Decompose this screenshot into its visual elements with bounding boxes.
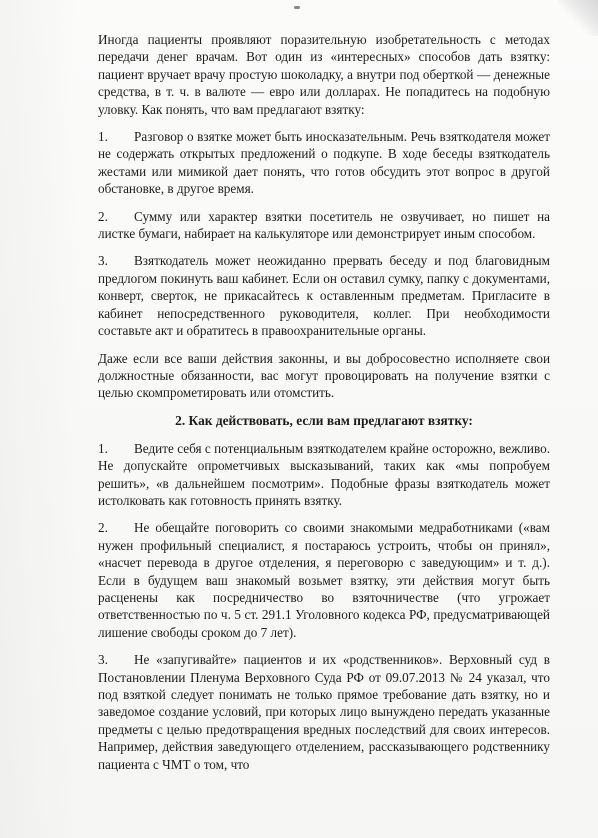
intro-paragraph: Иногда пациенты проявляют поразительную изобретательность с методах передачи денег врачам. Вот один из «интересных» способов дать взятку: пациент вручает врачу простую шоколадку, а внутри под оберткой — денежные средства, в т. ч. в валюте — евро или долларах. Не попадитесь на подобную уловку. Как понять, что вам предлагают взятку: <box>98 32 550 117</box>
list-text: Сумму или характер взятки посетитель не озвучивает, но пишет на листке бумаги, набирает на калькуляторе или демонстрирует иным способом. <box>98 208 550 242</box>
list-item <box>98 128 550 198</box>
list-number: 3. <box>98 652 108 668</box>
section-heading: 2. Как действовать, если вам предлагают взятку: <box>175 412 473 428</box>
list-item <box>98 651 550 773</box>
list-number: 1. <box>98 129 108 145</box>
scan-mark <box>294 6 300 9</box>
list-text: Взяткодатель может неожиданно прервать беседу и под благовидным предлогом покинуть ваш кабинет. Если он оставил сумку, папку с документами, конверт, сверток, не прикасайтесь к оставленным предметам. Пригласите в кабинет непосредственного руководителя, коллег. При необходимости составьте акт и обратитесь в правоохранительные органы. <box>98 253 550 339</box>
middle-paragraph: Даже если все ваши действия законны, и вы добросовестно исполняете свои должностные обязанности, вас могут провоцировать на получение взятки с целью скомпрометировать или отомстить. <box>98 350 550 401</box>
list-text: Не обещайте поговорить со своими знакомыми медработниками («вам нужен профильный специалист, я постараюсь устроить, чтобы он принял», «насчет перевода в другое отделения, я переговорю с заведующим» и т. д.). Если в будущем ваш знакомый возьмет взятку, эти действия могут быть расценены как посредничество во взяточничестве (что угрожает ответственностью по ч. 5 ст. 291.1 Уголовного кодекса РФ, предусматривающей лишение свободы сроком до 7 лет). <box>98 520 550 640</box>
list-text: Не «запугивайте» пациентов и их «родственников». Верховный суд в Постановлении Пленума Верховного Суда РФ от 09.07.2013 № 24 указал, что под взяткой следует понимать не только прямое требование дать взятку, но и заведомое создание условий, при которых лицо вынуждено передать указанные предметы с целью предотвращения вредных последствий для своих интересов. Например, действия заведующего отделением, рассказывающего родственнику пациента с ЧМТ о том, что <box>98 652 550 772</box>
list-item <box>98 208 550 243</box>
scan-shadow <box>0 0 80 838</box>
list-item <box>98 440 550 510</box>
list-number: 1. <box>98 440 108 456</box>
list-item <box>98 252 550 339</box>
document-body <box>98 31 550 773</box>
list-number: 2. <box>98 520 108 536</box>
list-number: 3. <box>98 253 108 269</box>
list-item <box>98 519 550 641</box>
list-number: 2. <box>98 208 108 224</box>
list-text: Ведите себя с потенциальным взяткодателем крайне осторожно, вежливо. Не допускайте опрометчивых высказываний, таких как «мы попробуем решить», «в дальнейшем посмотрим». Подобные фразы взяткодатель может истолковать как готовность принять взятку. <box>98 440 550 508</box>
list-text: Разговор о взятке может быть иносказательным. Речь взяткодателя может не содержать открытых предложений о подкупе. В ходе беседы взяткодатель жестами или мимикой дает понять, что готов обсудить этот вопрос в другой обстановке, в другое время. <box>98 129 550 197</box>
page-corner-fold <box>558 0 598 36</box>
